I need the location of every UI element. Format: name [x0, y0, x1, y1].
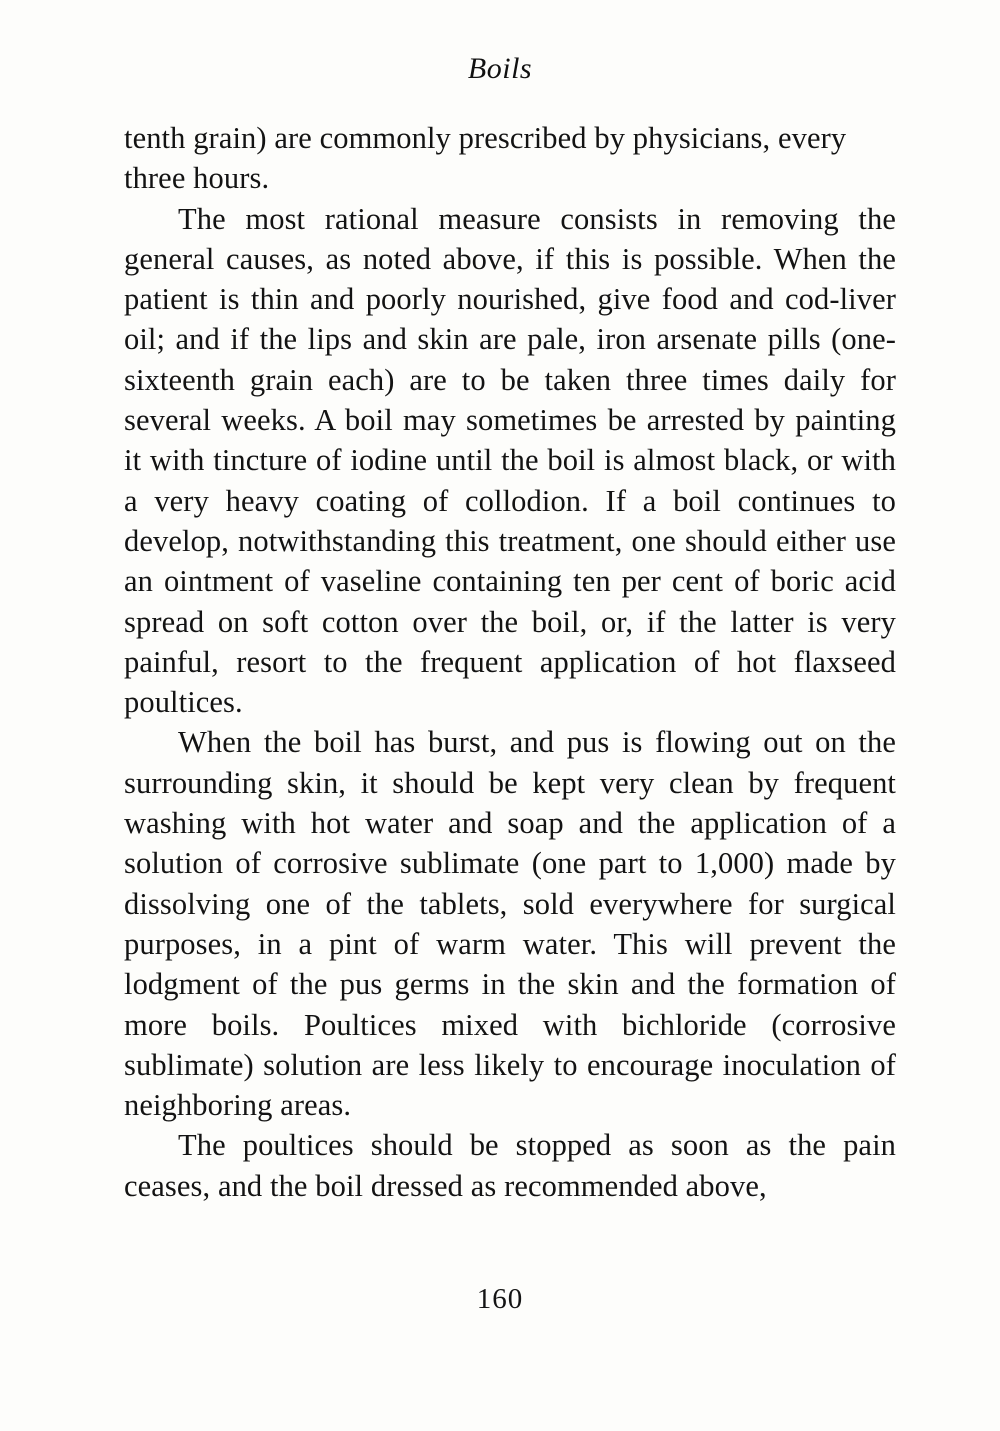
body-text-column: [124, 118, 896, 1206]
paragraph: When the boil has burst, and pus is flowing out on the surrounding skin, it should be kept very clean by frequent washing with hot water and soap and the application of a solution of corrosive sublimate (one part to 1,000) made by dissolving one of the tablets, sold everywhere for surgical purposes, in a pint of warm water. This will prevent the lodgment of the pus germs in the skin and the formation of more boils. Poultices mixed with bichloride (corrosive sublimate) solution are less likely to encourage inoculation of neighboring areas.: [124, 725, 896, 1123]
paragraph: The poultices should be stopped as soon as the pain ceases, and the boil dressed as recommended above,: [124, 1128, 896, 1203]
running-head: Boils: [467, 52, 533, 85]
paragraph: The most rational measure consists in removing the general causes, as noted above, if this is possible. When the patient is thin and poorly nourished, give food and cod-liver oil; and if the lips and skin are pale, iron arsenate pills (one-sixteenth grain each) are to be taken three times daily for several weeks. A boil may sometimes be arrested by painting it with tincture of iodine until the boil is almost black, or with a very heavy coating of collodion. If a boil continues to develop, notwithstanding this treatment, one should either use an ointment of vaseline containing ten per cent of boric acid spread on soft cotton over the boil, or, if the latter is very painful, resort to the frequent application of hot flaxseed poultices.: [124, 201, 896, 720]
paragraph: tenth grain) are commonly prescribed by physicians, every three hours.: [124, 121, 847, 196]
page-number: 160: [476, 1283, 524, 1315]
